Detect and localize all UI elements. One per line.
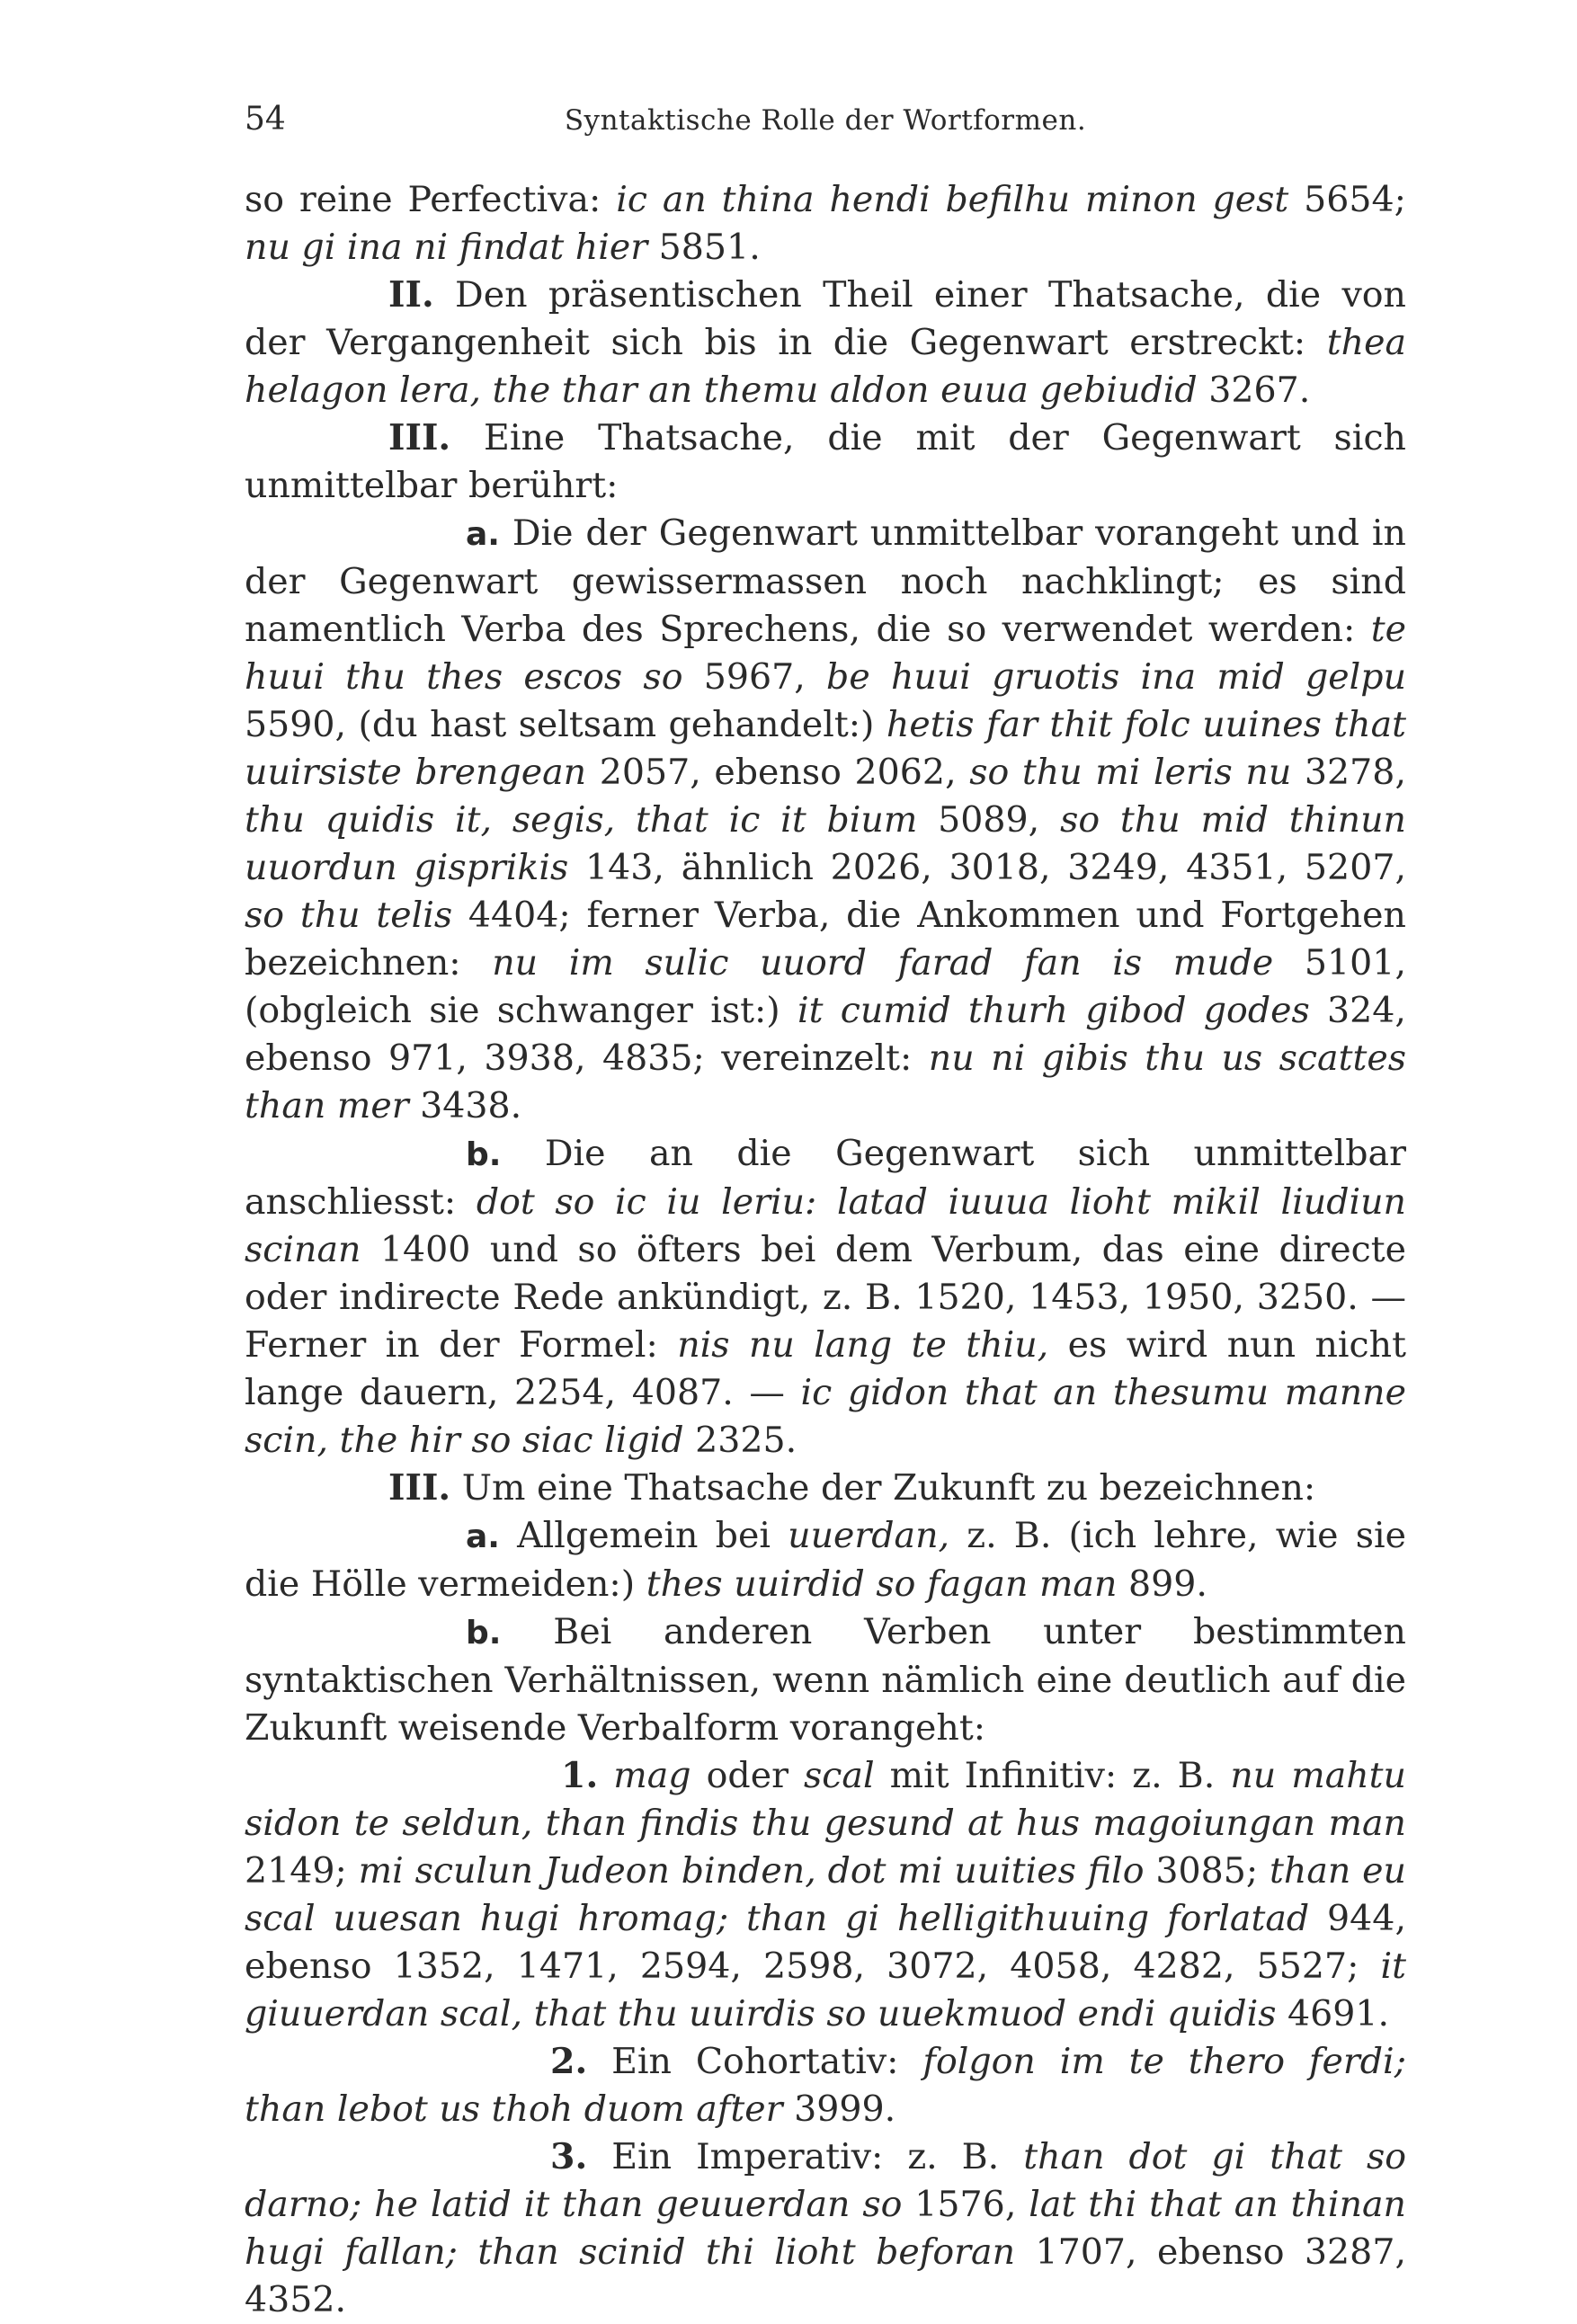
text-run: 3999.	[782, 2088, 896, 2130]
item-number: 3.	[550, 2136, 588, 2177]
text-run: mit Infinitiv: z. B.	[874, 1755, 1231, 1796]
paragraph-subsection-a	[245, 510, 1406, 1130]
text-run: 324, ebenso 971, 3938, 4835; vereinzelt:	[245, 990, 1406, 1079]
text-run: 5654;	[1288, 179, 1406, 220]
item-number: 2.	[550, 2041, 588, 2082]
text-run: 3278,	[1291, 752, 1406, 793]
text-run: oder	[690, 1755, 805, 1796]
text-run: 143, ähnlich 2026, 3018, 3249, 4351, 5207,	[568, 847, 1407, 888]
paragraph-section-iii	[245, 414, 1406, 510]
quotation: scal	[804, 1755, 875, 1796]
text-run: so reine Perfectiva:	[245, 179, 617, 220]
running-title: Syntaktische Rolle der Wortformen.	[564, 104, 1087, 137]
page-number: 54	[245, 101, 286, 138]
quotation: uuerdan,	[788, 1515, 950, 1556]
text-run: z. B. (ich lehre, wie sie die Hölle vermeiden:)	[245, 1515, 1406, 1605]
text-run: 944, ebenso 1352, 1471, 2594, 2598, 3072, 4058, 4282, 5527;	[245, 1898, 1406, 1987]
text-run: Den präsentischen Theil einer Thatsache, die von der Vergangenheit sich bis in die Gegenwart erstreckt:	[245, 274, 1406, 363]
text-run: 5590, (du hast seltsam gehandelt:)	[245, 704, 887, 745]
quotation: nis nu lang te thiu,	[677, 1324, 1049, 1366]
text-run: 5101, (obgleich sie schwanger ist:)	[245, 942, 1406, 1031]
text-run: 4404; ferner Verba, die Ankommen und Fortgehen bezeichnen:	[245, 895, 1406, 984]
quotation: so thu mid thinun uuordun gisprikis	[245, 799, 1406, 888]
quotation: mi sculun Judeon binden, dot mi uuities filo	[358, 1850, 1145, 1892]
text-run: 3438.	[408, 1085, 522, 1126]
paragraph-subsection-b	[245, 1130, 1406, 1465]
quotation: te huui thu thes escos so	[245, 609, 1406, 698]
quotation: be huui gruotis ina mid gelpu	[826, 656, 1407, 698]
section-label: III.	[388, 1467, 451, 1509]
quotation: than eu scal uuesan hugi hromag; than gi helligithuuing forlatad	[245, 1850, 1406, 1939]
text-run: es wird nun nicht lange dauern, 2254, 4087. —	[245, 1324, 1406, 1413]
text-run: Bei anderen Verben unter bestimmten syntaktischen Verhältnissen, wenn nämlich eine deutlich auf die Zukunft weisende Verbalform vorangeht:	[245, 1611, 1406, 1749]
text-run: 5089,	[917, 799, 1061, 841]
quotation: hetis far thit folc uuines that uuirsiste brengean	[245, 704, 1406, 793]
quotation: nu im sulic uuord farad fan is mude	[492, 942, 1274, 984]
paragraph-future-b-1	[245, 1752, 1406, 2038]
paragraph-future-b	[245, 1608, 1406, 1752]
paragraph-future-b-2	[245, 2038, 1406, 2133]
text-run: Um eine Thatsache der Zukunft zu bezeichnen:	[450, 1467, 1316, 1509]
text-run: Ein Imperativ: z. B.	[587, 2136, 1024, 2177]
paragraph-section-ii	[245, 272, 1406, 414]
paragraph-section-future	[245, 1465, 1406, 1512]
text-run: 2325.	[683, 1420, 797, 1461]
paragraph-perfectiva	[245, 176, 1406, 272]
text-run: 2149;	[245, 1850, 359, 1892]
quotation: than dot gi that so darno; he latid it than geuuerdan so	[245, 2136, 1406, 2225]
subsection-label: b.	[466, 1615, 502, 1652]
quotation: folgon im te thero ferdi; than lebot us thoh duom after	[245, 2041, 1407, 2130]
quotation: ic gidon that an thesumu manne scin, the hir so siac ligid	[245, 1372, 1406, 1461]
text-run: 1400 und so öfters bei dem Verbum, das eine directe oder indirecte Rede ankündigt, z. B. 1520, 1453, 1950, 3250. — Ferner in der Formel:	[245, 1229, 1406, 1366]
subsection-label: a.	[466, 1518, 500, 1555]
text-run: 1707, ebenso 3287, 4352.	[245, 2231, 1407, 2320]
quotation: it giuuerdan scal, that thu uuirdis so uuekmuod endi quidis	[245, 1946, 1406, 2035]
quotation: dot so ic iu leriu: latad iuuua lioht mikil liudiun scinan	[245, 1181, 1406, 1270]
text-run: 4691.	[1276, 1993, 1390, 2035]
quotation: so thu mi leris nu	[969, 752, 1292, 793]
text-run: 2057, ebenso 2062,	[586, 752, 970, 793]
paragraph-future-b-3	[245, 2133, 1406, 2324]
text-run: Allgemein bei	[499, 1515, 788, 1556]
quotation: so thu telis	[245, 895, 453, 936]
text-run: 3085;	[1144, 1850, 1270, 1892]
item-number: 1.	[561, 1755, 599, 1796]
quotation: nu mahtu sidon te seldun, than findis thu gesund at hus magoiungan man	[245, 1755, 1406, 1844]
text-run: 3267.	[1197, 370, 1311, 411]
quotation: thes uuirdid so fagan man	[646, 1563, 1118, 1605]
quotation: thea helagon lera, the thar an themu aldon euua gebiudid	[245, 322, 1406, 411]
subsection-label: b.	[466, 1136, 502, 1173]
section-label: II.	[388, 274, 434, 316]
quotation: it cumid thurh gibod godes	[797, 990, 1310, 1031]
quotation: mag	[613, 1755, 691, 1796]
text-run: 5851.	[647, 227, 761, 268]
quotation: lat thi that an thinan hugi fallan; than scinid thi lioht beforan	[245, 2184, 1406, 2273]
text-run: Die der Gegenwart unmittelbar vorangeht und in der Gegenwart gewissermassen noch nachklingt; es sind namentlich Verba des Sprechens, die so verwendet werden:	[245, 512, 1406, 650]
quotation: thu quidis it, segis, that ic it bium	[245, 799, 918, 841]
page-header	[245, 101, 1406, 151]
text-run: 5967,	[682, 656, 827, 698]
quotation: nu ni gibis thu us scattes than mer	[245, 1037, 1406, 1126]
quotation: nu gi ina ni findat hier	[245, 227, 648, 268]
subsection-label: a.	[466, 516, 500, 553]
section-label: III.	[388, 417, 451, 459]
body-text	[245, 176, 1406, 2324]
text-run: 1576,	[902, 2184, 1029, 2225]
text-run: Eine Thatsache, die mit der Gegenwart sich unmittelbar berührt:	[245, 417, 1406, 506]
text-run: 899.	[1117, 1563, 1207, 1605]
text-run: Ein Cohortativ:	[587, 2041, 923, 2082]
paragraph-future-a	[245, 1512, 1406, 1608]
text-run: Die an die Gegenwart sich unmittelbar anschliesst:	[245, 1133, 1406, 1223]
quotation: ic an thina hendi befilhu minon gest	[616, 179, 1289, 220]
